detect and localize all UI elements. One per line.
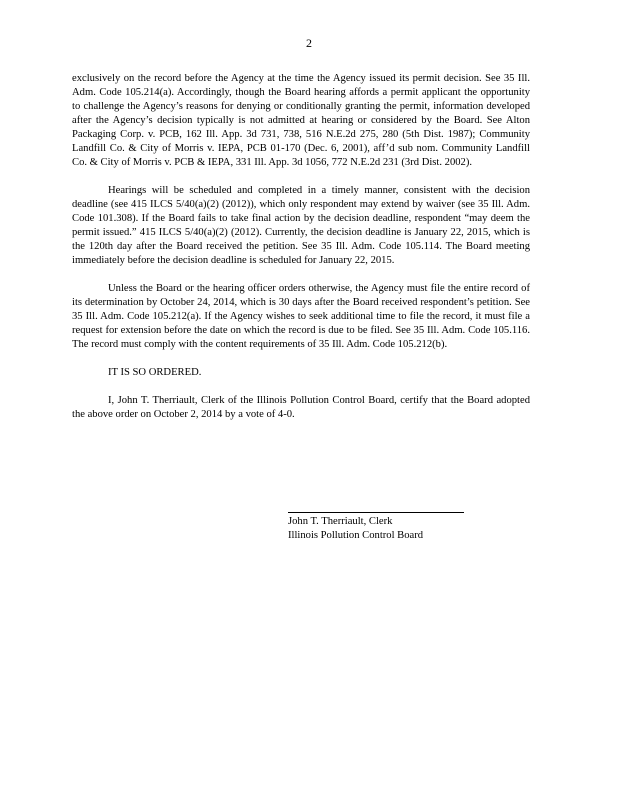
- document-body: [72, 72, 530, 436]
- signer-name: John T. Therriault, Clerk: [288, 516, 393, 527]
- order-statement: IT IS SO ORDERED.: [108, 367, 202, 378]
- signature-block: [288, 512, 464, 543]
- signer-organization: Illinois Pollution Control Board: [288, 530, 424, 541]
- signature-line: [288, 512, 464, 513]
- page-number: 2: [306, 36, 312, 50]
- paragraph-hearings: Hearings will be scheduled and completed in a timely manner, consistent with the decision deadline (see 415 ILCS 5/40(a)(2) (2012)), which only respondent may extend by waiver (see 35 Ill. Adm. Code 101.308). If the Board fails to take final action by the decision deadline, respondent “may deem the permit issued.” 415 ILCS 5/40(a)(2) (2012). Currently, the decision deadline is January 22, 2015, which is the 120th day after the Board received the petition. See 35 Ill. Adm. Code 105.114. The Board meeting immediately before the decision deadline is scheduled for January 22, 2015.: [72, 185, 530, 266]
- clerk-certification: I, John T. Therriault, Clerk of the Illinois Pollution Control Board, certify that the Board adopted the above order on October 2, 2014 by a vote of 4-0.: [72, 395, 530, 420]
- paragraph-record-review: exclusively on the record before the Agency at the time the Agency issued its permit decision. See 35 Ill. Adm. Code 105.214(a). Accordingly, though the Board hearing affords a permit applicant the opportunity to challenge the Agency’s reasons for denying or conditionally granting the permit, information developed after the Agency’s decision typically is not admitted at hearing or considered by the Board. See Alton Packaging Corp. v. PCB, 162 Ill. App. 3d 731, 738, 516 N.E.2d 275, 280 (5th Dist. 1987); Community Landfill Co. & City of Morris v. IEPA, PCB 01-170 (Dec. 6, 2001), aff’d sub nom. Community Landfill Co. & City of Morris v. PCB & IEPA, 331 Ill. App. 3d 1056, 772 N.E.2d 231 (3rd Dist. 2002).: [72, 73, 530, 168]
- paragraph-agency-record: Unless the Board or the hearing officer orders otherwise, the Agency must file the entire record of its determination by October 24, 2014, which is 30 days after the Board received respondent’s petition. See 35 Ill. Adm. Code 105.212(a). If the Agency wishes to seek additional time to file the record, it must file a request for extension before the date on which the record is due to be filed. See 35 Ill. Adm. Code 105.116. The record must comply with the content requirements of 35 Ill. Adm. Code 105.212(b).: [72, 283, 530, 350]
